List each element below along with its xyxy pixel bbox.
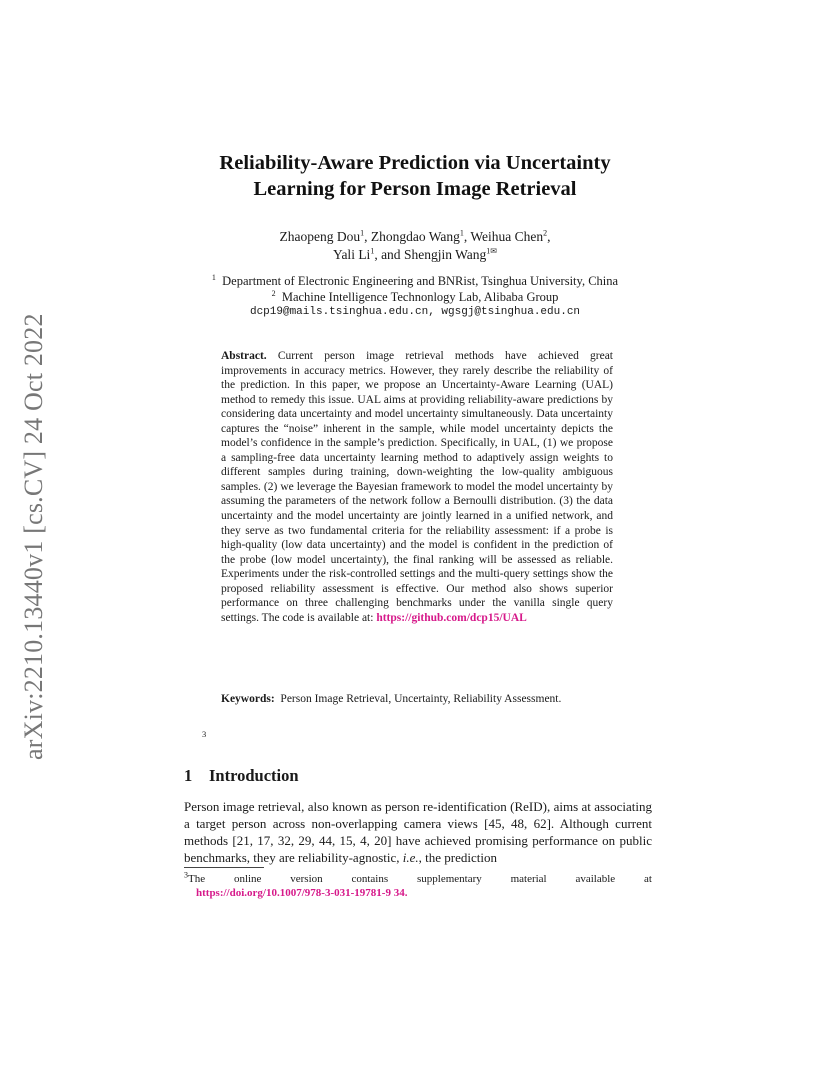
keywords-text: Person Image Retrieval, Uncertainty, Reliability Assessment. <box>280 693 562 705</box>
intro-ie: i.e. <box>402 850 419 865</box>
author-affiliation-mark: 2 <box>543 228 548 238</box>
abstract-body: Current person image retrieval methods have achieved great improvements in accuracy metrics. However, they rarely describe the reliability of the prediction. In this paper, we propose an Uncertainty-Aware Learning (UAL) method to remedy this issue. UAL aims at providing reliability-aware predictions by considering data uncertainty and model uncertainty simultaneously. Data uncertainty captures the “noise” inherent in the sample, while model uncertainty depicts the model’s confidence in the sample’s prediction. Specifically, in UAL, (1) we propose a sampling-free data uncertainty learning method to adaptively assign weights to different samples during training, down-weighting the low-quality ambiguous samples. (2) we leverage the Bayesian framework to model the model uncertainty by assuming the parameters of the network follow a Bernoulli distribution. (3) the data uncertainty and the model uncertainty are jointly learned in a unified network, and they serve as two fundamental criteria for the reliability assessment: if a probe is high-quality (low data uncertainty) and the model is confident in the prediction of the probe (low model uncertainty), the final ranking will be assessed as reliable. Experiments under the risk-controlled settings and the multi-query settings show the proposed reliability assessment is effective. Our method also shows superior performance on three challenging benchmarks under the vanilla single query settings. The code is available at: <box>221 350 614 624</box>
author-affiliation-mark: 1✉ <box>486 246 497 256</box>
title-line-2: Learning for Person Image Retrieval <box>253 178 577 200</box>
footnote-word: version <box>290 873 323 885</box>
intro-paragraph <box>184 798 652 866</box>
footnote <box>184 872 652 900</box>
footnote-word: available <box>575 873 616 885</box>
affiliations <box>165 274 665 321</box>
author-conjunction: and <box>381 247 401 262</box>
abstract <box>221 349 613 625</box>
footnote-line-2 <box>184 886 652 900</box>
footnote-period: . <box>404 887 408 899</box>
author-name: Zhaopeng Dou <box>279 229 361 244</box>
intro-text: Person image retrieval, also known as person re-identification (ReID), aims at associating a target person across non-overlapping camera views [45, 48, 62]. Although current methods [21, 17, 32, 29, 44, 15, 4, 20] have achieved promising performance on public benchmarks, they are reliability-agnostic, <box>184 799 652 865</box>
section-number: 1 <box>184 766 193 785</box>
code-link[interactable]: https://github.com/dcp15/UAL <box>376 611 527 624</box>
section-title: Introduction <box>209 766 299 785</box>
author-name: Shengjin Wang <box>403 247 487 262</box>
footnote-sup: 3 <box>184 870 188 880</box>
section-heading <box>184 766 299 786</box>
author-name: Zhongdao Wang <box>370 229 460 244</box>
author-name: Yali Li <box>333 247 371 262</box>
footnote-word: at <box>643 873 652 885</box>
footnote-word: material <box>510 873 547 885</box>
paper-title <box>150 150 680 202</box>
author-emails: dcp19@mails.tsinghua.edu.cn, wgsgj@tsinghua.edu.cn <box>249 306 581 318</box>
author-affiliation-mark: 1 <box>360 228 365 238</box>
footnote-word: contains <box>351 873 389 885</box>
footnote-word: online <box>233 873 262 885</box>
footnote-word: supplementary <box>416 873 482 885</box>
footnote-divider <box>184 867 264 868</box>
affiliation-number: 1 <box>211 272 216 282</box>
doi-link[interactable]: https://doi.org/10.1007/978-3-031-19781-9 34 <box>196 887 405 899</box>
intro-tail: , the prediction <box>418 850 497 865</box>
author-name: Weihua Chen <box>470 229 544 244</box>
author-list: Zhaopeng Dou$^1$, Zhongdao Wang$^1$, Weihua Chen$^2$, Yali Li$^1$, and Shengjin Wang$^{1✉}$ <box>279 228 551 262</box>
footnote-word: The <box>188 873 206 885</box>
footnote-number <box>184 872 205 886</box>
keywords <box>221 692 621 706</box>
affiliation-text: Department of Electronic Engineering and BNRist, Tsinghua University, China <box>222 274 619 288</box>
affiliation-text: Machine Intelligence Technonlogy Lab, Alibaba Group <box>281 289 559 304</box>
author-affiliation-mark: 1 <box>370 246 375 256</box>
abstract-label: Abstract. <box>221 350 267 362</box>
affiliation-2 <box>165 290 665 306</box>
footnote-marker: 3 <box>202 729 207 739</box>
keywords-label: Keywords: <box>221 693 275 705</box>
footnote-line-1 <box>184 872 652 886</box>
author-affiliation-mark: 1 <box>459 228 464 238</box>
affiliation-1 <box>165 274 665 290</box>
affiliation-number: 2 <box>271 288 276 298</box>
arxiv-identifier: arXiv:2210.13440v1 [cs.CV] 24 Oct 2022 <box>19 313 48 760</box>
title-line-1: Reliability-Aware Prediction via Uncertainty <box>219 152 611 174</box>
